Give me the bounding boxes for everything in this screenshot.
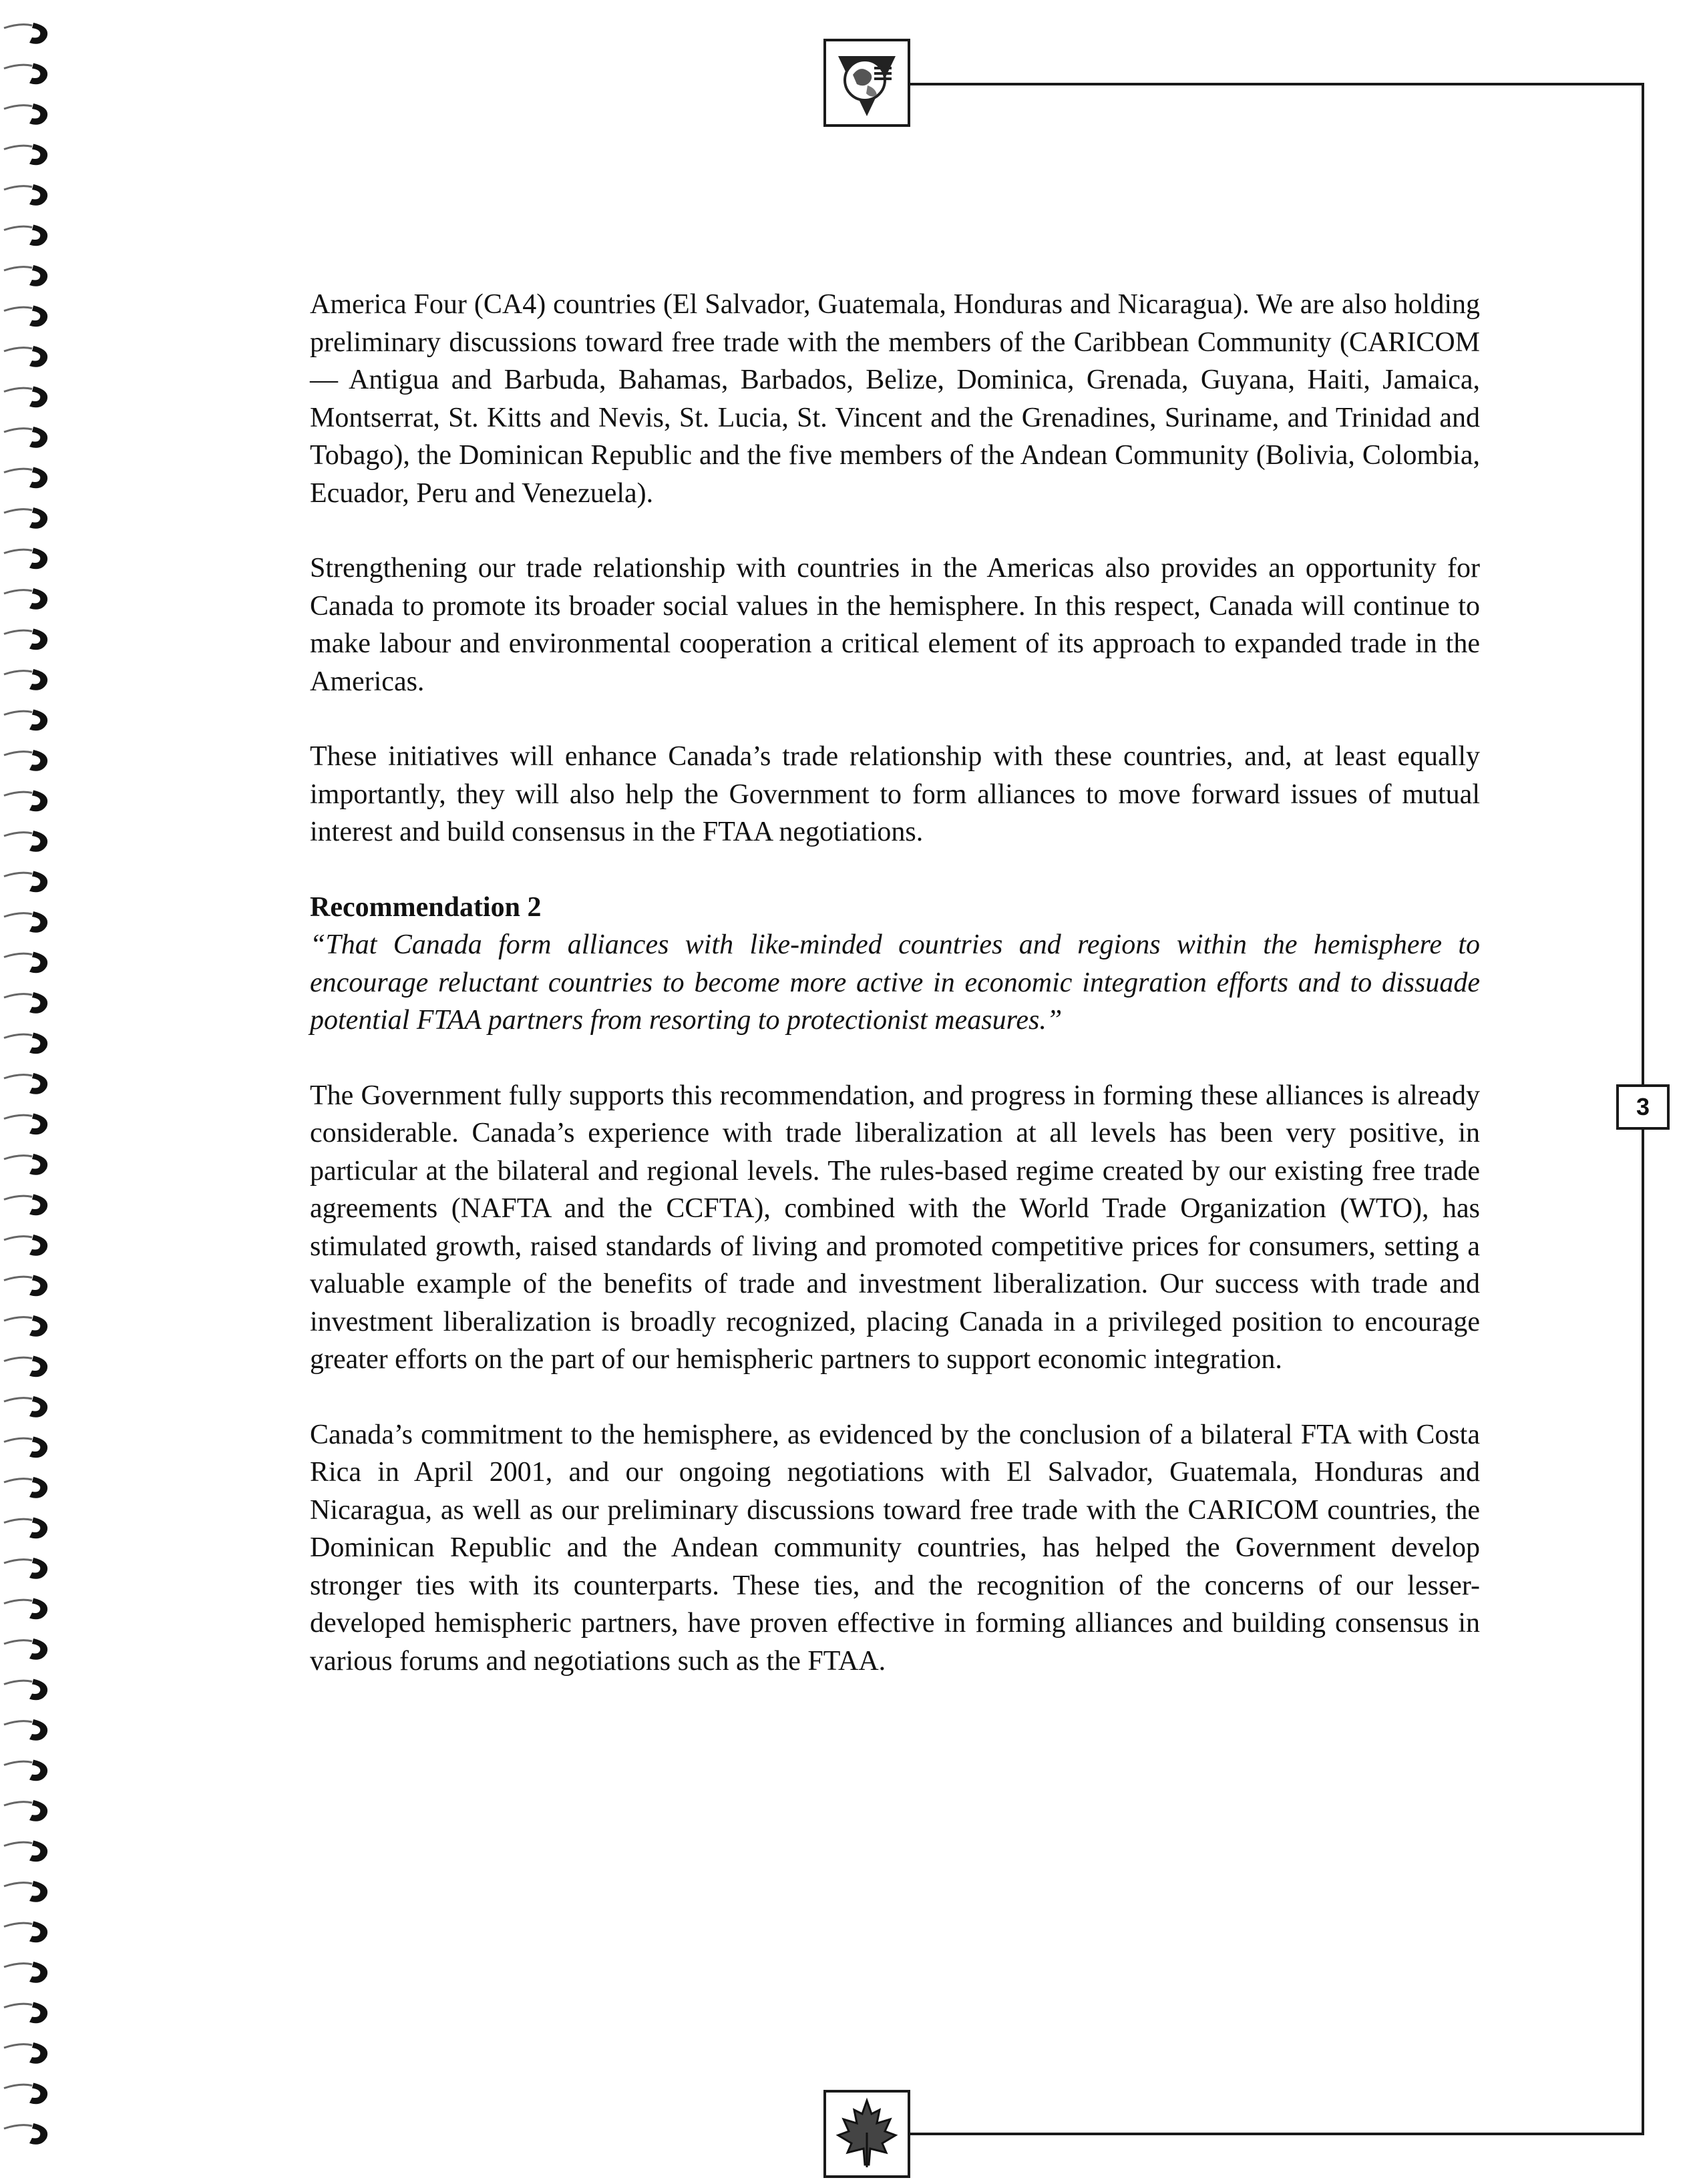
binding-coil bbox=[4, 629, 47, 650]
binding-coil bbox=[4, 23, 47, 44]
binding-coil bbox=[4, 791, 47, 812]
binding-coil bbox=[4, 387, 47, 408]
binding-coil bbox=[4, 1356, 47, 1377]
binding-coil bbox=[4, 1477, 47, 1498]
binding-coil bbox=[4, 548, 47, 570]
binding-coil bbox=[4, 669, 47, 690]
binding-coil bbox=[4, 1437, 47, 1458]
binding-coil bbox=[4, 1033, 47, 1054]
binding-coil bbox=[4, 144, 47, 166]
binding-coil bbox=[4, 265, 47, 286]
binding-coil bbox=[4, 911, 47, 933]
binding-coil bbox=[4, 1558, 47, 1579]
binding-coil bbox=[4, 467, 47, 489]
paragraph: The Government fully supports this recommendation, and progress in forming these alliances is already considerable. Canada’s experience with trade liberalization at all levels has been very positive, in particular at the bilateral and regional levels. The rules-based regime created by our existing free trade agreements (NAFTA and the CCFTA), combined with the World Trade Organization (WTO), has stimulated growth, raised standards of living and promoted competitive prices for consumers, setting a valuable example of the benefits of trade and investment liberalization. Our success with trade and investment liberalization is broadly recognized, placing Canada in a privileged position to encourage greater efforts on the part of our hemispheric partners to support economic integration. bbox=[310, 1080, 1480, 1375]
binding-coil bbox=[4, 1639, 47, 1660]
binding-coil bbox=[4, 750, 47, 771]
binding-coil bbox=[4, 1679, 47, 1701]
binding-coil bbox=[4, 1194, 47, 1216]
document-body bbox=[310, 286, 1480, 1717]
page-number: 3 bbox=[1616, 1084, 1670, 1130]
binding-coil bbox=[4, 306, 47, 327]
binding-coil bbox=[4, 346, 47, 367]
binding-coil bbox=[4, 63, 47, 85]
binding-coil bbox=[4, 2083, 47, 2105]
binding-coil bbox=[4, 952, 47, 973]
binding-coil bbox=[4, 1315, 47, 1337]
recommendation-quote: “That Canada form alliances with like-minded countries and regions within the hemisphere to encourage reluctant countries to become more active in economic integration efforts and to dissuade potential FTAA partners from resorting to protectionist measures.” bbox=[310, 929, 1480, 1036]
binding-coil bbox=[4, 710, 47, 731]
binding-coil bbox=[4, 1760, 47, 1781]
paragraph: Canada’s commitment to the hemisphere, as evidenced by the conclusion of a bilateral FTA with Costa Rica in April 2001, and our ongoing negotiations with El Salvador, Guatemala, Honduras and Nicaragua, as well as our preliminary discussions toward free trade with the CARICOM countries, the Dominican Republic and the Andean community countries, has helped the Government develop stronger ties with its counterparts. These ties, and the recognition of the concerns of our lesser-developed hemispheric partners, have proven effective in forming alliances and building consensus in various forums and negotiations such as the FTAA. bbox=[310, 1419, 1480, 1677]
binding-coil bbox=[4, 871, 47, 893]
binding-coil bbox=[4, 1881, 47, 1902]
paragraph: Strengthening our trade relationship with countries in the Americas also provides an opportunity for Canada to promote its broader social values in the hemisphere. In this respect, Canada will continue to make labour and environmental cooperation a critical element of its approach to expanded trade in the Americas. bbox=[310, 553, 1480, 697]
binding-coil bbox=[4, 1800, 47, 1821]
binding-coil bbox=[4, 507, 47, 529]
globe-emblem-icon bbox=[823, 39, 910, 127]
binding-coil bbox=[4, 588, 47, 610]
frame-top-line bbox=[910, 83, 1644, 85]
binding-coil bbox=[4, 1518, 47, 1539]
binding-coil bbox=[4, 1396, 47, 1417]
binding-coil bbox=[4, 992, 47, 1014]
paragraph: America Four (CA4) countries (El Salvador, Guatemala, Honduras and Nicaragua). We are also holding preliminary discussions toward free trade with the members of the Caribbean Community (CARICOM — Antigua and Barbuda, Bahamas, Barbados, Belize, Dominica, Grenada, Guyana, Haiti, Jamaica, Montserrat, St. Kitts and Nevis, St. Lucia, St. Vincent and the Grenadines, Suriname, and Trinidad and Tobago), the Dominican Republic and the five members of the Andean Community (Bolivia, Colombia, Ecuador, Peru and Venezuela). bbox=[310, 289, 1480, 509]
binding-coil bbox=[4, 225, 47, 246]
binding-coil bbox=[4, 1275, 47, 1297]
paragraph: These initiatives will enhance Canada’s trade relationship with these countries, and, at least equally importantly, they will also help the Government to form alliances to move forward issues of mutual interest and build consensus in the FTAA negotiations. bbox=[310, 741, 1480, 847]
section-heading: Recommendation 2 bbox=[310, 891, 542, 923]
frame-right-line-lower bbox=[1642, 1128, 1644, 2135]
binding-coil bbox=[4, 1598, 47, 1620]
binding-coil bbox=[4, 1114, 47, 1135]
frame-bottom-line bbox=[910, 2133, 1644, 2135]
binding-coil bbox=[4, 1235, 47, 1256]
binding-coil bbox=[4, 427, 47, 448]
frame-right-line bbox=[1642, 83, 1644, 1086]
binding-coil bbox=[4, 1154, 47, 1175]
binding-coil bbox=[4, 103, 47, 125]
binding-coil bbox=[4, 2042, 47, 2064]
binding-coil bbox=[4, 2002, 47, 2024]
binding-coil bbox=[4, 184, 47, 206]
maple-leaf-icon bbox=[823, 2090, 910, 2178]
spiral-binding bbox=[0, 0, 53, 2184]
binding-coil bbox=[4, 1073, 47, 1094]
binding-coil bbox=[4, 1922, 47, 1943]
binding-coil bbox=[4, 1841, 47, 1862]
binding-coil bbox=[4, 1962, 47, 1983]
binding-coil bbox=[4, 2123, 47, 2145]
binding-coil bbox=[4, 1719, 47, 1741]
binding-coil bbox=[4, 831, 47, 852]
